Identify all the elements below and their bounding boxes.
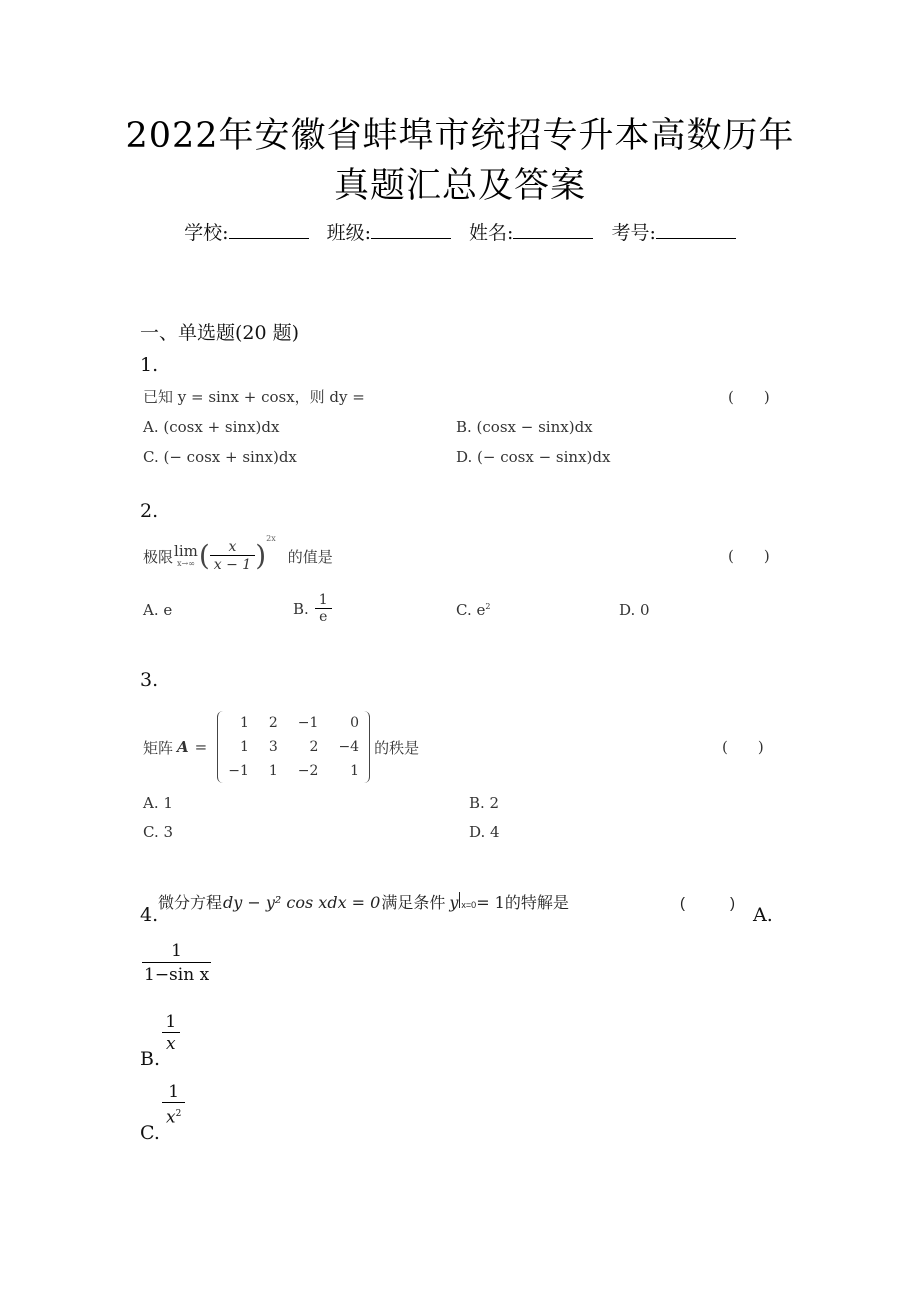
q3-cell: 2 (309, 739, 319, 755)
q3-cell: 1 (239, 715, 249, 731)
school-field[interactable] (229, 220, 309, 239)
q4-option-c-den: x (166, 1107, 176, 1128)
q4-cond-bar (459, 892, 460, 908)
q3-option-a[interactable]: A. 1 (143, 794, 173, 812)
q3-option-c[interactable]: C. 3 (143, 823, 174, 841)
q3-stem (143, 708, 419, 786)
q3-eq: = (194, 738, 208, 756)
q3-matrix (217, 711, 370, 783)
q2-option-b-frac (315, 592, 332, 625)
q3-cell: 0 (350, 715, 360, 731)
q4-option-c-num: 1 (162, 1082, 185, 1103)
q4-option-c-frac (162, 1082, 185, 1129)
q1-option-c[interactable]: C. (− cosx + sinx)dx (143, 448, 297, 466)
q4-option-a-frac (142, 940, 211, 987)
q2-option-c-sup: 2 (485, 602, 491, 611)
section-title: 一、单选题(20 题) (140, 322, 300, 344)
q1-option-d[interactable]: D. (− cosx − sinx)dx (456, 448, 611, 466)
q1-stem: 已知 y = sinx + cosx，则 dy = (143, 388, 365, 406)
q2-fraction (210, 539, 255, 574)
q4-equation: dy − y² cos xdx = 0 (223, 893, 381, 912)
q4-cond-pre: 满足条件 (381, 895, 446, 912)
q2-stem (143, 534, 333, 578)
q4-option-b-frac (162, 1012, 180, 1055)
q1-option-b[interactable]: B. (cosx − sinx)dx (456, 418, 593, 436)
q2-frac-num: x (210, 539, 255, 556)
q2-stem-pre: 极限 (143, 547, 174, 566)
q3-paren: ( ) (722, 738, 764, 756)
student-info-row (0, 218, 920, 245)
q4-option-c[interactable] (162, 1082, 185, 1129)
q3-option-d[interactable]: D. 4 (469, 823, 500, 841)
q2-paren: ( ) (728, 547, 770, 565)
q2-lim-sub: x→∞ (176, 559, 195, 568)
q3-matrix-row (218, 759, 369, 783)
q4-stem-pre: 微分方程 (158, 895, 223, 912)
exam-no-field[interactable] (656, 220, 736, 239)
class-label: 班级: (326, 222, 371, 244)
q4-option-b-num: 1 (162, 1012, 180, 1033)
q2-frac-den: x − 1 (213, 556, 252, 573)
q2-lim-text: lim (174, 542, 198, 560)
q2-option-b-label: B. (293, 599, 309, 618)
q2-number: 2. (140, 500, 159, 522)
q1-option-a[interactable]: A. (cosx + sinx)dx (143, 418, 280, 436)
name-label: 姓名: (469, 222, 514, 244)
school-label: 学校: (184, 222, 229, 244)
q2-left-paren: ( (198, 539, 210, 572)
q4-option-a-den: 1−sin x (144, 965, 210, 985)
q4-option-b-den: x (166, 1034, 176, 1054)
q3-cell: −1 (228, 763, 249, 779)
name-field[interactable] (513, 220, 593, 239)
q3-cell: −2 (297, 763, 319, 779)
q2-option-c[interactable] (456, 601, 490, 619)
q3-number: 3. (140, 669, 159, 691)
document-title-line1: 2022年安徽省蚌埠市统招专升本高数历年 (125, 116, 795, 156)
q2-exponent: 2x (266, 534, 276, 543)
q3-cell: −4 (338, 739, 360, 755)
q4-option-a[interactable] (142, 940, 211, 987)
q4-cond-var: y (449, 893, 459, 912)
q3-cell: 2 (268, 715, 278, 731)
q3-stem-post: 的秩是 (374, 738, 420, 757)
q4-stem (158, 890, 569, 913)
class-field[interactable] (371, 220, 451, 239)
q2-option-d[interactable]: D. 0 (619, 601, 650, 619)
document-title-line2: 真题汇总及答案 (333, 166, 586, 206)
q4-paren: ( ) (680, 895, 735, 912)
q3-cell: 1 (239, 739, 249, 755)
exam-no-label: 考号: (611, 222, 656, 244)
q3-option-b[interactable]: B. 2 (469, 794, 500, 812)
q2-limit (174, 543, 198, 569)
q1-paren: ( ) (728, 388, 770, 406)
q1-number: 1. (140, 354, 159, 376)
q3-cell: 1 (268, 763, 278, 779)
q3-matrix-row (218, 711, 369, 735)
q4-option-a-label[interactable]: A. (753, 904, 773, 926)
q4-option-c-den-sup: 2 (175, 1109, 182, 1119)
q2-stem-post: 的值是 (287, 547, 333, 566)
q4-cond-sub: x=0 (461, 900, 477, 910)
q4-option-b-label[interactable]: B. (140, 1048, 161, 1070)
q3-var: A (177, 738, 189, 756)
q3-matrix-row (218, 735, 369, 759)
q2-right-paren: ) (255, 539, 267, 572)
q4-stem-post: 的特解是 (504, 895, 569, 912)
q2-option-b-den: e (319, 609, 328, 625)
q3-stem-pre: 矩阵 (143, 738, 174, 757)
q2-option-a[interactable]: A. e (143, 601, 173, 619)
q4-option-b[interactable] (162, 1012, 180, 1055)
q3-cell: 1 (350, 763, 360, 779)
q4-option-c-label[interactable]: C. (140, 1122, 160, 1144)
q3-cell: −1 (297, 715, 319, 731)
q2-option-b-num: 1 (315, 592, 332, 609)
q4-cond-val: = 1 (476, 893, 505, 912)
q2-option-c-label: C. e (456, 601, 486, 619)
q4-number: 4. (140, 904, 159, 926)
q4-option-a-num: 1 (142, 940, 211, 963)
q3-cell: 3 (268, 739, 278, 755)
q2-option-b[interactable] (293, 592, 332, 625)
